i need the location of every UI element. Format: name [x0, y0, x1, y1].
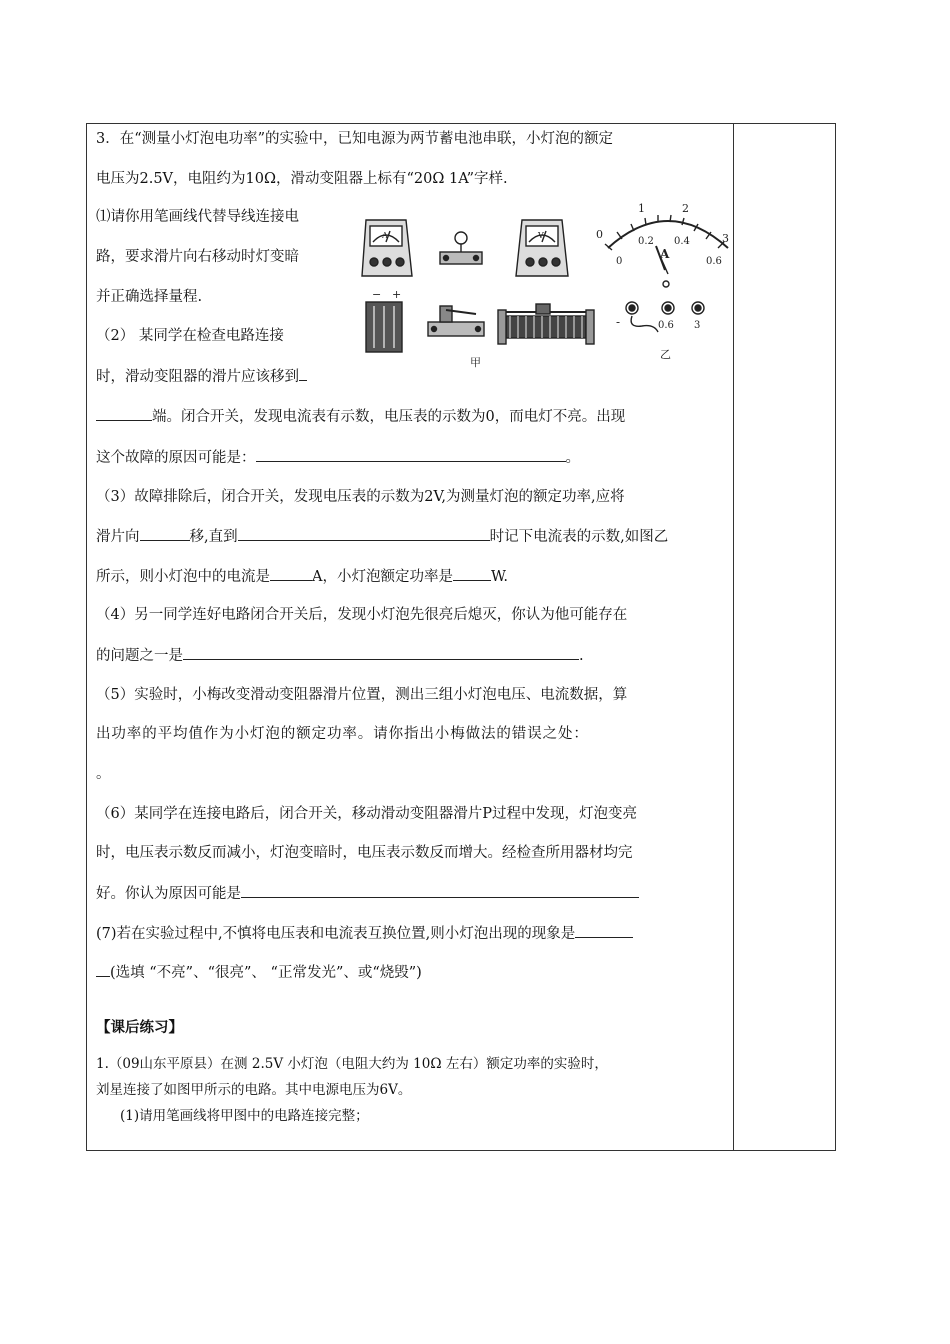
q3-part4-line1: （4）另一同学连好电路闭合开关后，发现小灯泡先很亮后熄灭，你认为他可能存在 [96, 607, 628, 623]
dial-top-0: 0 [596, 228, 603, 241]
rheostat-icon [498, 304, 594, 344]
circuit-figure [360, 198, 732, 376]
dial-unit: A [660, 247, 670, 261]
answer-blank-slider-end[interactable] [96, 406, 152, 421]
battery-plus-label: + [392, 288, 402, 301]
ammeter-device [362, 220, 412, 276]
answer-blank-phenomenon[interactable] [575, 923, 633, 938]
lamp-bulb-icon [440, 232, 482, 264]
q3-part7-line1: (7)若在实验过程中,不慎将电压表和电流表互换位置,则小灯泡出现的现象是 [96, 923, 633, 944]
q3-part5-line3: 。 [96, 766, 111, 782]
q3-part6-line3: 好。你认为原因可能是 [96, 883, 639, 904]
homework-q1-line3: (1)请用笔画线将甲图中的电路连接完整； [120, 1108, 369, 1124]
dial-bottom-3: 0.6 [706, 256, 722, 267]
battery-minus-label: − [372, 288, 382, 301]
q3-part6-line2: 时，电压表示数反而减小，灯泡变暗时，电压表示数反而增大。经检查所用器材均完 [96, 845, 633, 861]
answer-blank-direction[interactable] [140, 526, 190, 541]
terminal-3: 3 [694, 320, 701, 331]
q3-part3-line2: 滑片向 移,直到 时记下电流表的示数,如图乙 [96, 526, 668, 547]
homework-q1-line1: 1.（09山东平原县）在测 2.5V 小灯泡（电阻大约为 10Ω 左右）额定功率的实验时， [96, 1056, 608, 1072]
dial-top-3: 3 [722, 232, 729, 245]
q3-part5-line2: 出功率的平均值作为小灯泡的额定功率。请你指出小梅做法的错误之处： [96, 726, 589, 742]
figure-label-yi: 乙 [660, 348, 671, 361]
q3-part2-line2 [96, 366, 307, 387]
switch-icon [428, 306, 484, 336]
answer-blank-reason[interactable] [241, 883, 639, 898]
q3-part2-line1: （2） 某同学在检查电路连接 [96, 328, 284, 344]
voltmeter-letter: V [538, 231, 544, 240]
q3-part1-line1: ⑴请你用笔画线代替导线连接电 [96, 209, 299, 225]
dial-bottom-0: 0 [616, 256, 623, 267]
q3-part2-text: 时，滑动变阻器的滑片应该移到 [96, 369, 299, 385]
answer-blank-phenomenon-cont[interactable] [96, 962, 110, 977]
table-column-divider [733, 123, 734, 1151]
battery-icon [366, 288, 402, 352]
homework-heading: 【课后练习】 [96, 1019, 183, 1036]
terminal-0.6: 0.6 [658, 320, 674, 331]
answer-blank-fault-cause[interactable] [256, 447, 566, 462]
q3-part2-line4: 这个故障的原因可能是： 。 [96, 447, 580, 468]
dial-bottom-1: 0.2 [638, 236, 654, 247]
q3-part4-line2: 的问题之一是 . [96, 645, 584, 666]
answer-blank-power[interactable] [453, 566, 491, 581]
dial-top-2: 2 [682, 202, 689, 215]
q3-part3-line1: （3）故障排除后，闭合开关，发现电压表的示数为2V,为测量灯泡的额定功率,应将 [96, 489, 625, 505]
q3-part6-line1: （6）某同学在连接电路后，闭合开关，移动滑动变阻器滑片P过程中发现，灯泡变亮 [96, 806, 637, 822]
q3-intro-line2: 电压为2.5V，电阻约为10Ω，滑动变阻器上标有“20Ω 1A”字样. [96, 171, 508, 187]
terminal-negative: - [616, 315, 621, 329]
figure-label-jia: 甲 [470, 356, 481, 369]
dial-bottom-2: 0.4 [674, 236, 690, 247]
q3-part3-line3: 所示，则小灯泡中的电流是 A，小灯泡额定功率是 W. [96, 566, 508, 587]
q3-part1-line2: 路，要求滑片向右移动时灯变暗 [96, 249, 299, 265]
homework-q1-line2: 刘星连接了如图甲所示的电路。其中电源电压为6V。 [96, 1082, 412, 1098]
answer-blank-problem[interactable] [183, 645, 579, 660]
q3-part2-line3: 端。闭合开关，发现电流表有示数，电压表的示数为0，而电灯不亮。出现 [96, 406, 625, 427]
answer-blank-current[interactable] [270, 566, 312, 581]
q3-part1-line3: 并正确选择量程. [96, 289, 203, 305]
answer-blank-slider-end-a[interactable] [299, 366, 307, 381]
ammeter-letter: A [382, 231, 388, 240]
q3-part7-line2: (选填 “不亮”、“很亮”、 “正常发光”、或“烧毁”) [96, 962, 422, 983]
answer-blank-until[interactable] [238, 526, 490, 541]
dial-top-1: 1 [638, 202, 645, 215]
q3-part5-line1: （5）实验时，小梅改变滑动变阻器滑片位置，测出三组小灯泡电压、电流数据，算 [96, 687, 628, 703]
voltmeter-device [516, 220, 568, 276]
q3-intro-line1: 3．在“测量小灯泡电功率”的实验中，已知电源为两节蓄电池串联，小灯泡的额定 [96, 131, 614, 147]
